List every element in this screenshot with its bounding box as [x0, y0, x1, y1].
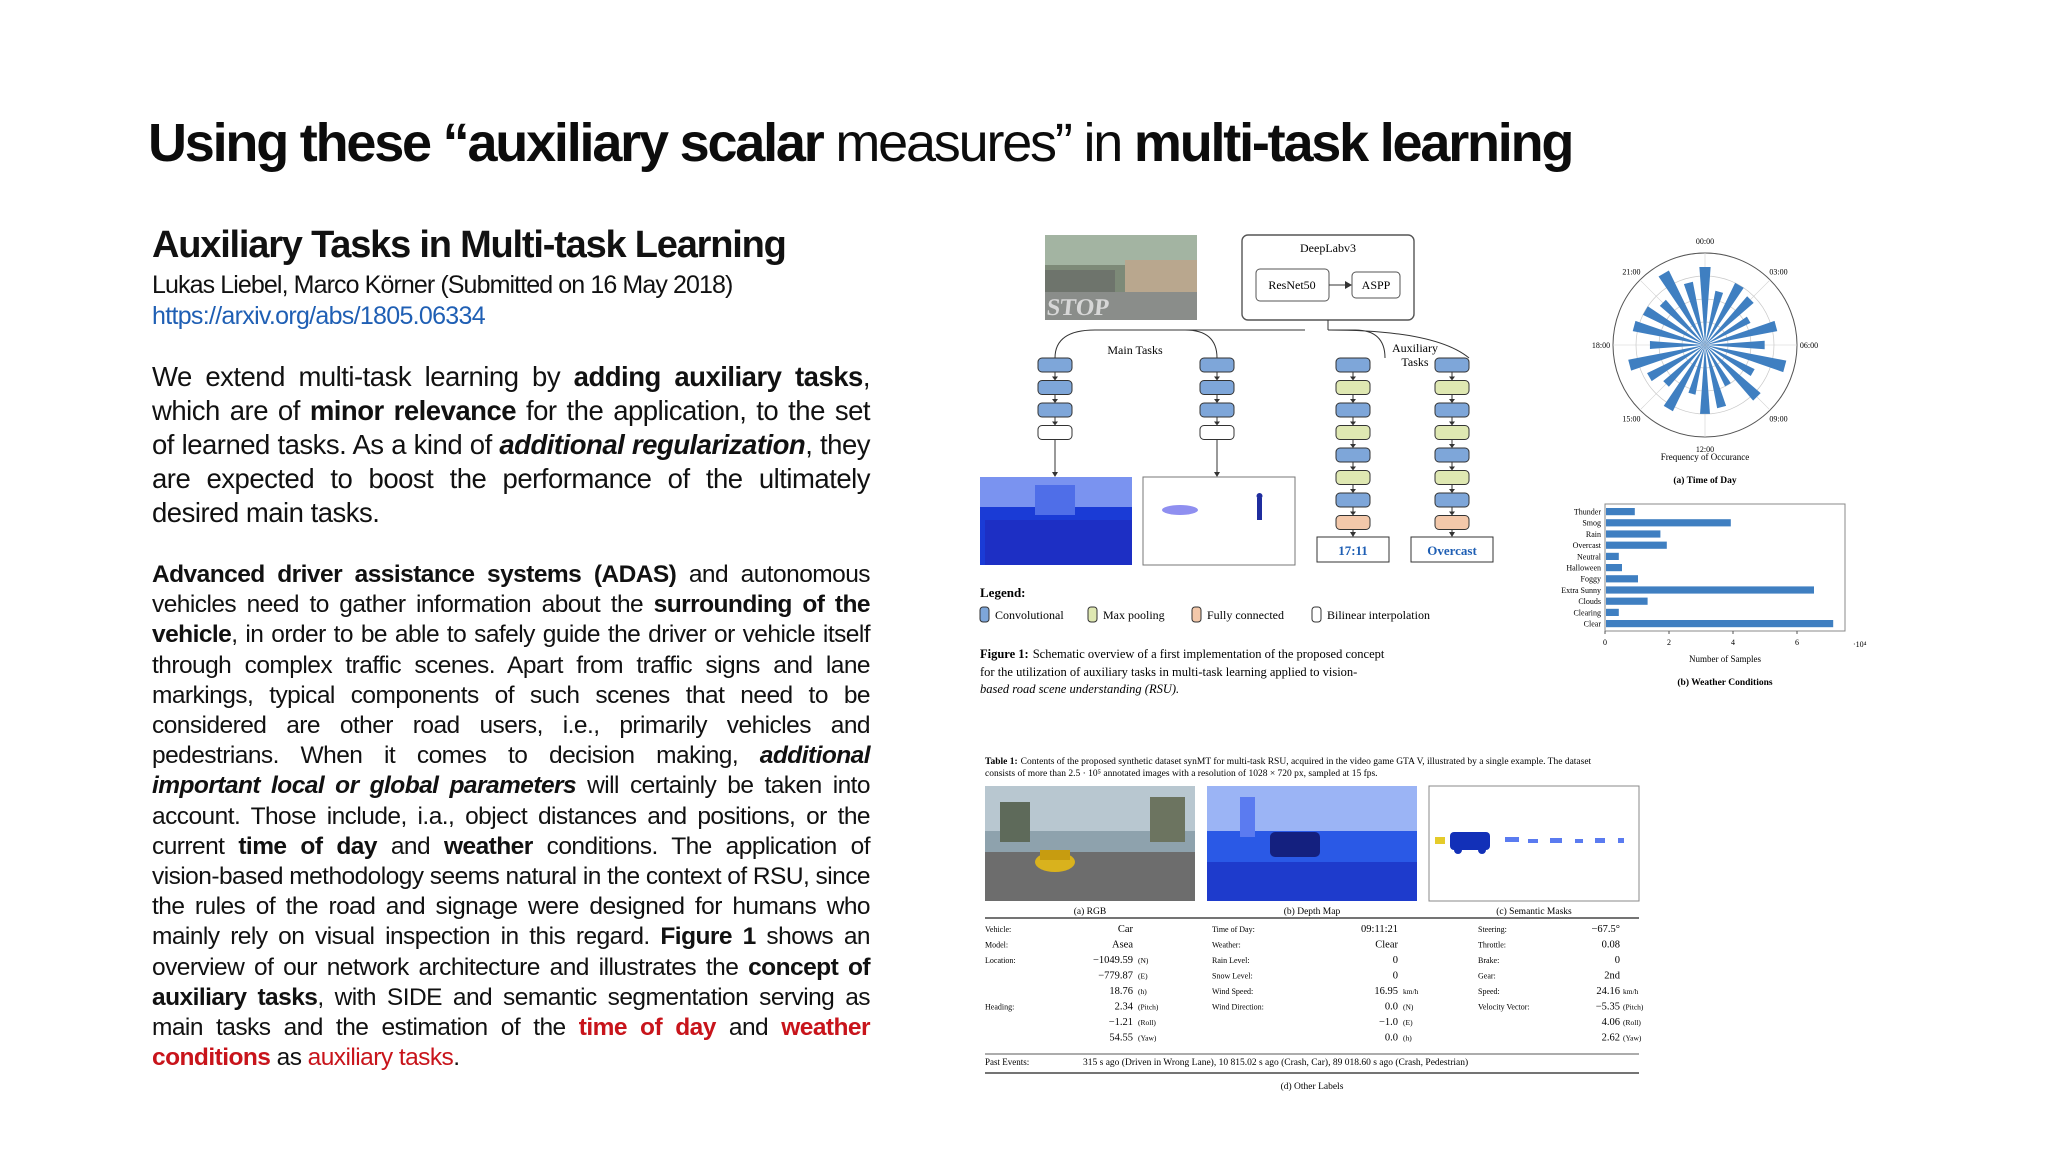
- aux-tasks-label-2: Tasks: [1401, 355, 1429, 369]
- legend-bilinear-label: Bilinear interpolation: [1327, 608, 1430, 622]
- figure1-caption-line-3: based road scene understanding (RSU).: [980, 682, 1180, 696]
- conv-layer: [1435, 403, 1469, 417]
- table-unit: (Pitch): [1138, 1002, 1159, 1012]
- title-light-part: measures” in: [822, 113, 1134, 173]
- weather-bar: [1606, 575, 1638, 582]
- table-value: −779.87: [1098, 970, 1133, 982]
- table-value: 16.95: [1374, 986, 1398, 997]
- title-bold-part: Using these “auxiliary scalar: [148, 113, 823, 173]
- past-events-label: Past Events:: [985, 1057, 1030, 1067]
- legend-bilinear-swatch: [1312, 607, 1321, 622]
- polar-hour-label: 06:00: [1799, 341, 1819, 350]
- table-unit: (h): [1403, 1033, 1412, 1043]
- legend-pool-swatch: [1088, 607, 1097, 622]
- table-unit: km/h: [1623, 987, 1639, 996]
- table-value: −1049.59: [1092, 955, 1133, 966]
- main-tasks-label: Main Tasks: [1107, 343, 1163, 357]
- fc-layer: [1336, 516, 1370, 530]
- table-key: Speed:: [1478, 987, 1500, 996]
- polar-hour-label: 12:00: [1695, 445, 1715, 454]
- table-value: 2.62: [1601, 1032, 1620, 1044]
- table1-caption-line-2: consists of more than 2.5 · 10⁵ annotated images with a resolution of 1028 × 720 px, sampled at 15 fps.: [985, 769, 1378, 779]
- input-rgb-image: [1045, 235, 1197, 321]
- polar-bars: [1628, 267, 1786, 414]
- table1-caption-line-1: Table 1: Contents of the proposed synthetic dataset synMT for multi-task RSU, acquired in the video game GTA V, illustrated by a single example. The dataset: [985, 757, 1592, 767]
- table-value: Clear: [1375, 939, 1398, 951]
- table1-depth-image: [1207, 786, 1417, 901]
- table1-label-rows: [985, 924, 1644, 1044]
- maxpool-layer: [1435, 381, 1469, 395]
- legend-fc-swatch: [1192, 607, 1201, 622]
- table-key: Throttle:: [1478, 940, 1506, 950]
- weather-x-tick: 2: [1667, 638, 1671, 647]
- bilinear-layer: [1200, 426, 1234, 440]
- weather-x-tick: 6: [1795, 638, 1799, 647]
- table-value: −5.35: [1595, 1001, 1620, 1013]
- table-value: 2.34: [1114, 1001, 1133, 1013]
- conv-layer: [1200, 403, 1234, 417]
- table-value: Asea: [1112, 939, 1133, 951]
- weather-xlabel: Number of Samples: [1689, 654, 1761, 664]
- conv-layer: [1038, 358, 1072, 372]
- conv-layer: [1435, 448, 1469, 462]
- table-key: Location:: [985, 956, 1016, 965]
- polar-hour-label: 21:00: [1622, 267, 1641, 277]
- table-value: 0: [1614, 955, 1620, 966]
- weather-category-label: Halloween: [1566, 563, 1601, 573]
- table-key: Brake:: [1478, 956, 1500, 965]
- table-value: 18.76: [1109, 986, 1133, 997]
- conv-layer: [1336, 403, 1370, 417]
- table-unit: (h): [1138, 987, 1147, 996]
- segmentation-output-image: [1143, 477, 1295, 565]
- table-key: Model:: [985, 940, 1009, 950]
- table-value: 0.0: [1384, 1032, 1398, 1044]
- polar-xlabel: Frequency of Occurance: [1660, 452, 1750, 462]
- polar-caption: (a) Time of Day: [1673, 476, 1737, 486]
- table-value: 54.55: [1109, 1032, 1133, 1044]
- table-key: Steering:: [1478, 925, 1507, 934]
- weather-category-label: Overcast: [1572, 541, 1601, 551]
- weather-x-tick: 4: [1731, 638, 1735, 647]
- slide-title: [148, 112, 1572, 174]
- table1-semantic-image: [1429, 786, 1639, 901]
- legend-pool-label: Max pooling: [1103, 608, 1165, 622]
- weather-category-label: Smog: [1582, 518, 1601, 528]
- weather-category-label: Extra Sunny: [1561, 585, 1601, 595]
- table-unit: (N): [1403, 1002, 1414, 1012]
- time-of-day-polar-chart: [1575, 235, 1835, 493]
- weather-bar: [1606, 564, 1622, 571]
- conv-layer: [1435, 493, 1469, 507]
- figure1-architecture-diagram: [975, 230, 1515, 710]
- table-value: 09:11:21: [1361, 924, 1398, 935]
- adas-paragraph: Advanced driver assistance systems (ADAS) and autonomous vehicles need to gather information about the surrounding of the vehicle, in order to be able to safely guide the driver or vehicle itself through complex traffic scenes. Apart from traffic signs and lane markings, typical components of such scenes that need to be considered are other road users, i.e., primarily vehicles and pedestrians. When it comes to decision making, additional important local or global parameters will certainly be taken into account. Those include, i.a., object distances and positions, or the current time of day and weather conditions. The application of vision-based methodology seems natural in the context of RSU, since the rules of the road and signage were designed for humans who mainly rely on visual inspection in this regard. Figure 1 shows an overview of our network architecture and illustrates the concept of auxiliary tasks, with SIDE and semantic segmentation serving as main tasks and the estimation of the time of day and weather conditions as auxiliary tasks.: [152, 561, 871, 1072]
- table-unit: (Roll): [1138, 1018, 1156, 1027]
- weather-output-value: Overcast: [1427, 543, 1477, 558]
- weather-category-label: Clearing: [1573, 608, 1601, 618]
- table-unit: (E): [1138, 971, 1148, 981]
- legend-title: Legend:: [980, 585, 1026, 600]
- table-value: −67.5°: [1591, 924, 1620, 935]
- maxpool-layer: [1435, 471, 1469, 485]
- table-value: 24.16: [1596, 986, 1620, 997]
- past-events-value: 315 s ago (Driven in Wrong Lane), 10 815.02 s ago (Crash, Car), 89 018.60 s ago (Crash, Pedestrian): [1083, 1058, 1469, 1068]
- table-key: Snow Level:: [1212, 971, 1253, 981]
- table-unit: (N): [1138, 956, 1149, 965]
- polar-hour-label: 09:00: [1769, 414, 1788, 424]
- other-labels-caption: (d) Other Labels: [1280, 1082, 1344, 1092]
- weather-bar: [1606, 530, 1660, 537]
- conv-layer: [1038, 403, 1072, 417]
- weather-bars: [1561, 508, 1833, 648]
- table-unit: (Yaw): [1138, 1033, 1157, 1043]
- aspp-label: ASPP: [1361, 278, 1391, 292]
- weather-category-label: Rain: [1585, 529, 1601, 539]
- conv-layer: [1038, 381, 1072, 395]
- weather-category-label: Foggy: [1580, 574, 1601, 584]
- figure1-caption-line-1: Figure 1: Schematic overview of a first implementation of the proposed concept: [980, 647, 1385, 661]
- legend-conv-swatch: [980, 607, 989, 622]
- table-value: 2nd: [1604, 970, 1620, 982]
- table-value: 4.06: [1601, 1017, 1620, 1028]
- table-key: Weather:: [1212, 940, 1241, 950]
- table-key: Velocity Vector:: [1478, 1002, 1530, 1012]
- weather-bar: [1606, 519, 1731, 526]
- weather-bar: [1606, 586, 1814, 593]
- table-key: Heading:: [985, 1002, 1015, 1012]
- weather-category-label: Clear: [1583, 619, 1601, 629]
- weather-category-label: Clouds: [1578, 597, 1601, 607]
- time-output-value: 17:11: [1338, 543, 1368, 558]
- weather-bar: [1606, 508, 1635, 515]
- table-value: −1.21: [1108, 1017, 1133, 1028]
- bilinear-layer: [1038, 426, 1072, 440]
- fc-layer: [1435, 516, 1469, 530]
- depth-caption: (b) Depth Map: [1283, 907, 1341, 917]
- conv-layer: [1200, 381, 1234, 395]
- paper-link[interactable]: https://arxiv.org/abs/1805.06334: [152, 302, 485, 330]
- table-key: Time of Day:: [1212, 925, 1255, 934]
- weather-category-label: Neutral: [1577, 552, 1601, 562]
- rgb-caption: (a) RGB: [1073, 907, 1107, 917]
- title-bold-part: multi-task learning: [1133, 113, 1573, 173]
- weather-conditions-bar-chart: [1535, 500, 1870, 695]
- maxpool-layer: [1336, 426, 1370, 440]
- table-key: Rain Level:: [1212, 956, 1250, 965]
- semantic-caption: (c) Semantic Masks: [1496, 907, 1572, 917]
- conv-layer: [1435, 358, 1469, 372]
- table-value: 0: [1392, 955, 1398, 966]
- polar-hour-label: 03:00: [1769, 267, 1788, 277]
- weather-caption: (b) Weather Conditions: [1677, 678, 1773, 688]
- table1-rgb-image: [985, 786, 1195, 901]
- deeplab-label: DeepLabv3: [1300, 241, 1356, 255]
- table-unit: (Pitch): [1623, 1002, 1644, 1012]
- conv-layer: [1336, 493, 1370, 507]
- weather-exponent: ·10⁴: [1853, 640, 1867, 649]
- aux-tasks-label: Auxiliary: [1392, 341, 1438, 355]
- table-unit: (Roll): [1623, 1018, 1641, 1027]
- polar-hour-label: 18:00: [1591, 341, 1611, 350]
- polar-hour-label: 00:00: [1695, 237, 1715, 246]
- table-value: 0.08: [1601, 939, 1620, 951]
- maxpool-layer: [1336, 471, 1370, 485]
- conv-layer: [1200, 358, 1234, 372]
- table-key: Vehicle:: [985, 925, 1012, 934]
- stop-road-marking: STOP: [1045, 295, 1111, 321]
- weather-bar: [1606, 542, 1667, 549]
- legend-conv-label: Convolutional: [995, 608, 1064, 622]
- table-value: 0: [1392, 970, 1398, 982]
- polar-hour-label: 15:00: [1622, 414, 1641, 424]
- table-unit: (E): [1403, 1018, 1413, 1027]
- table-value: 0.0: [1384, 1001, 1398, 1013]
- table-unit: (Yaw): [1623, 1033, 1642, 1043]
- resnet-label: ResNet50: [1268, 278, 1316, 292]
- figure1-caption-line-2: for the utilization of auxiliary tasks in multi-task learning applied to vision-: [980, 665, 1358, 679]
- paper-authors: Lukas Liebel, Marco Körner (Submitted on 16 May 2018): [152, 271, 733, 299]
- table-key: Wind Direction:: [1212, 1002, 1264, 1012]
- table-key: Gear:: [1478, 971, 1496, 981]
- conv-layer: [1336, 448, 1370, 462]
- weather-bar: [1606, 609, 1619, 616]
- weather-bar: [1606, 553, 1619, 560]
- paper-title: Auxiliary Tasks in Multi-task Learning: [152, 224, 786, 266]
- weather-x-tick: 0: [1603, 638, 1607, 647]
- maxpool-layer: [1435, 426, 1469, 440]
- table1-synmt-dataset: [980, 752, 1660, 1102]
- table-unit: km/h: [1403, 987, 1419, 996]
- table-key: Wind Speed:: [1212, 987, 1254, 996]
- conv-layer: [1336, 358, 1370, 372]
- weather-bar: [1606, 620, 1833, 627]
- maxpool-layer: [1336, 381, 1370, 395]
- weather-category-label: Thunder: [1573, 507, 1601, 517]
- table-value: Car: [1117, 924, 1133, 935]
- intro-paragraph: We extend multi-task learning by adding auxiliary tasks, which are of minor relevance for the application, to the set of learned tasks. As a kind of additional regularization, they are expected to boost the performance of the ultimately desired main tasks.: [152, 361, 871, 528]
- weather-bar: [1606, 598, 1648, 605]
- legend-fc-label: Fully connected: [1207, 608, 1284, 622]
- table-value: −1.0: [1378, 1017, 1398, 1028]
